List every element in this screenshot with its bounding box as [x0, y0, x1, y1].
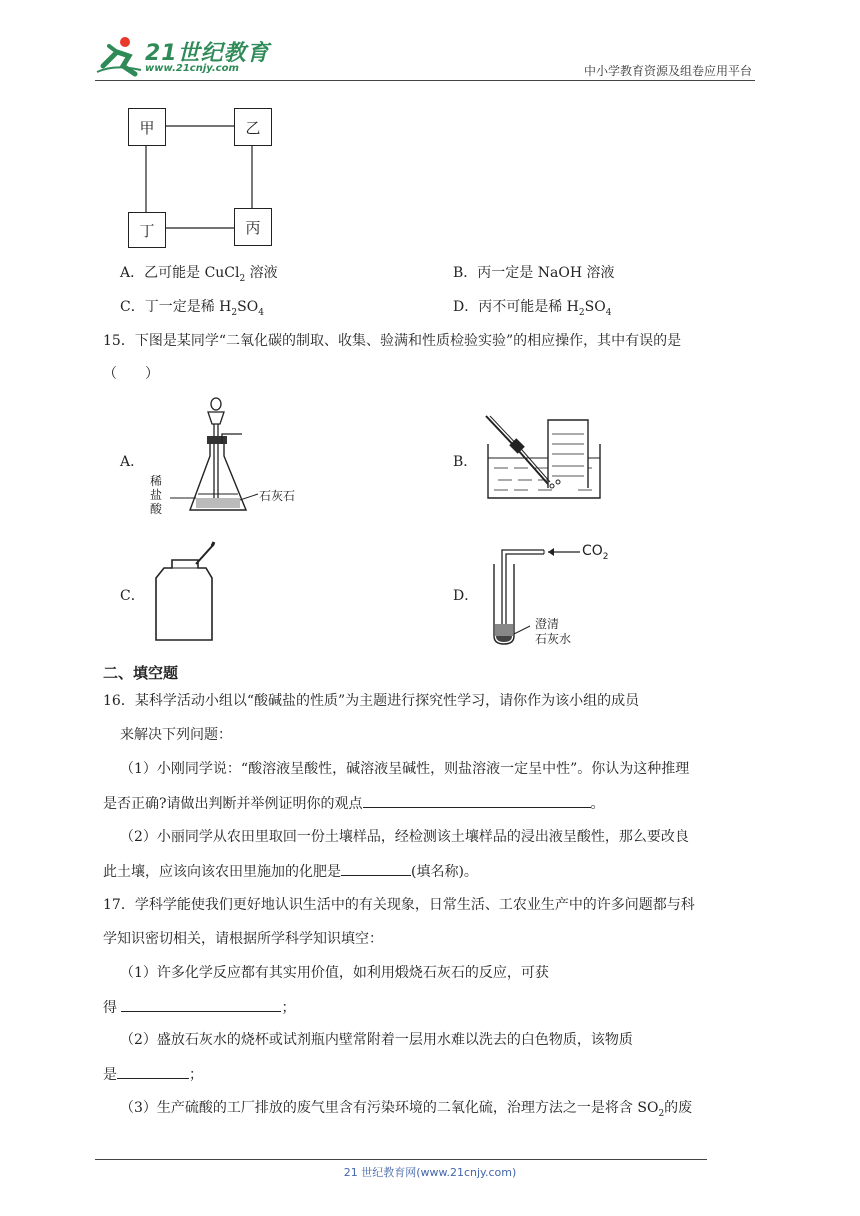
diagram-box-yi: 乙 [234, 108, 272, 146]
q15-label-b[interactable]: B． [453, 454, 478, 470]
diagram-box-ding: 丁 [128, 212, 166, 248]
limewater-line: 石灰水 [535, 632, 572, 646]
q17-part3-end: 的废 [664, 1100, 693, 1116]
q15-label-d[interactable]: D． [453, 588, 479, 604]
q16-part1-line1: （1）小刚同学说：“酸溶液呈酸性，碱溶液呈碱性，则盐溶液一定呈中性”。你认为这种推理 [120, 761, 690, 777]
q17-part1-line2 [103, 997, 295, 1018]
option-label: C． [120, 299, 145, 315]
q17-part2-line1: （2）盛放石灰水的烧杯或试剂瓶内壁常附着一层用水难以洗去的白色物质，该物质 [120, 1032, 633, 1048]
option-text: 丙一定是 NaOH 溶液 [477, 265, 615, 281]
option-subscript: 2 [239, 273, 246, 284]
header-divider [95, 80, 755, 81]
option-text-after: SO [584, 299, 606, 315]
diagram-box-jia: 甲 [128, 108, 166, 146]
acid-char: 盐 [150, 488, 163, 502]
q17-part2-line2 [103, 1064, 203, 1085]
q17-part1-line1: （1）许多化学反应都有其实用价值，如利用煅烧石灰石的反应，可获 [120, 965, 549, 981]
figure-d-co2-label [582, 543, 609, 562]
q17-part2-text: 是 [103, 1067, 117, 1083]
q17-part3-line1 [120, 1098, 692, 1124]
option-text-after: SO [237, 299, 259, 315]
q14-option-a[interactable] [120, 263, 278, 289]
q16-answer-blank-2[interactable] [341, 861, 411, 876]
platform-title: 中小学教育资源及组卷应用平台 [583, 64, 752, 78]
q16-answer-blank-1[interactable] [363, 793, 591, 808]
q17-part3-text: （3）生产硫酸的工厂排放的废气里含有污染环境的二氧化硫，治理方法之一是将含 SO [120, 1100, 659, 1116]
limewater-line: 澄清 [535, 617, 560, 631]
q17-stem-line1: 17．学科学能使我们更好地认识生活中的有关现象，日常生活、工农业生产中的许多问题都与科 [103, 897, 695, 913]
q15-stem: 15．下图是某同学“二氧化碳的制取、收集、验满和性质检验实验”的相应操作，其中有误的是 [103, 333, 682, 349]
q16-stem-line2: 来解决下列问题： [120, 727, 232, 743]
q16-part2-line1: （2）小丽同学从农田里取回一份土壤样品，经检测该土壤样品的浸出液呈酸性，那么要改良 [120, 829, 689, 845]
q14-option-d[interactable] [453, 297, 611, 323]
q17-part2-end: ； [189, 1067, 203, 1083]
q16-part2-text: 此土壤，应该向该农田里施加的化肥是 [103, 864, 341, 880]
option-text: 乙可能是 CuCl [144, 265, 240, 281]
option-subscript: 4 [258, 307, 264, 318]
diagram-box-bing: 丙 [234, 208, 272, 246]
q17-stem-line2: 学知识密切相关，请根据所学科学知识填空： [103, 931, 383, 947]
option-subscript: 2 [578, 307, 585, 318]
q17-part3-subscript: 2 [658, 1108, 665, 1119]
option-subscript: 2 [231, 307, 238, 318]
figure-d-limewater-label [535, 617, 571, 647]
q16-part1-end: 。 [590, 796, 605, 812]
q16-part1-text: 是否正确?请做出判断并举例证明你的观点 [103, 796, 363, 812]
q17-answer-blank-2[interactable] [117, 1064, 189, 1079]
q16-stem-line1: 16．某科学活动小组以“酸碱盐的性质”为主题进行探究性学习，请你作为该小组的成员 [103, 693, 640, 709]
footer-divider [95, 1159, 707, 1160]
option-label: B． [453, 265, 478, 281]
brand-url: www.21cnjy.com [145, 63, 239, 74]
figure-b-water-collection [478, 410, 608, 510]
footer-link[interactable]: 21 世纪教育网(www.21cnjy.com) [343, 1166, 517, 1179]
brand-logo-text: 21世纪教育 [145, 41, 270, 66]
option-label: D． [453, 299, 479, 315]
q14-option-b[interactable] [453, 263, 614, 283]
figure-a-flask-apparatus [150, 394, 280, 524]
gas-formula: CO [582, 543, 603, 559]
q15-label-a[interactable]: A． [120, 454, 145, 470]
option-text: 丁一定是稀 H [144, 299, 232, 315]
q17-part1-text: 得 [103, 1000, 117, 1016]
option-subscript: 4 [605, 307, 612, 318]
q15-label-c[interactable]: C． [120, 588, 145, 604]
figure-c-bottle-with-match [150, 540, 230, 644]
q17-answer-blank-1[interactable] [121, 997, 281, 1012]
figure-a-acid-label [150, 474, 162, 516]
option-text: 丙不可能是稀 H [478, 299, 579, 315]
q14-option-c[interactable] [120, 297, 264, 323]
section-title-fill-in: 二、填空题 [103, 664, 179, 682]
q16-part2-end: (填名称)。 [411, 864, 478, 880]
q16-part2-line2 [103, 861, 478, 882]
option-text-after: 溶液 [245, 265, 278, 281]
option-label: A． [120, 265, 145, 281]
q17-part1-end: ； [281, 1000, 296, 1016]
acid-char: 酸 [150, 502, 163, 516]
q16-part1-line2 [103, 793, 605, 814]
figure-a-limestone-label: 石灰石 [259, 489, 296, 503]
q15-answer-paren: （ ） [103, 366, 159, 382]
gas-subscript: 2 [602, 551, 609, 562]
acid-char: 稀 [150, 474, 163, 488]
logo-runner-icon [95, 36, 145, 78]
